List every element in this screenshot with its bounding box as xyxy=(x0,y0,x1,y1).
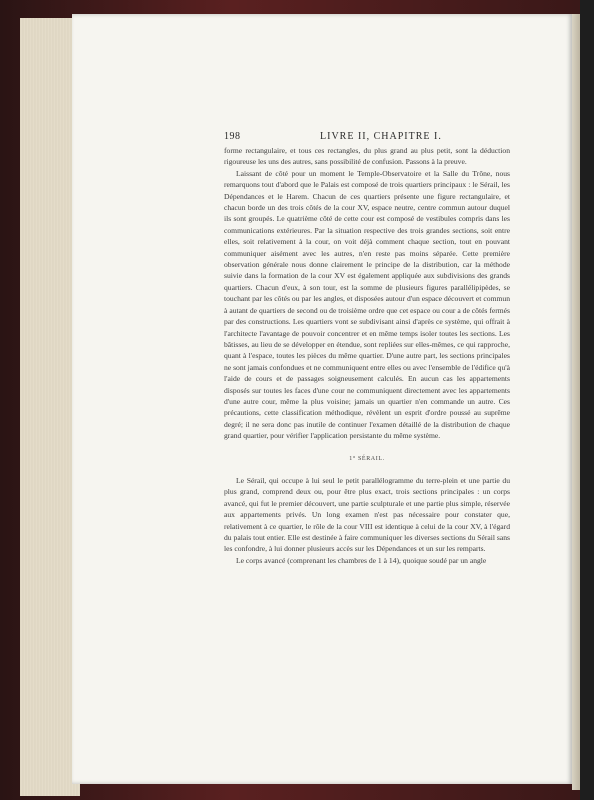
paragraph: Laissant de côté pour un moment le Temple-Observatoire et la Salle du Trône, nous remarquons tout d'abord que le Palais est composé de trois quartiers principaux : le Sérail, les Dépendances et le Harem. Chacun de ces quartiers présente une figure rectangulaire, et chacun borde un des trois côtés de la cour XV, espace neutre, centre commun autour duquel ils sont groupés. Le quatrième côté de cette cour est composé de vestibules compris dans les communications extérieures. Par la situation respective des trois grandes sections, soit entre elles, soit relativement à la cour, on voit déjà comment chaque section, tout en pouvant communiquer aisément avec les autres, n'en reste pas moins séparée. Cette première observation générale nous donne clairement le principe de la distribution, car la méthode suivie dans la formation de la cour XV est également appliquée aux subdivisions des grands quartiers. Chacun d'eux, à son tour, est la somme de plusieurs figures parallélipipèdes, se touchant par les côtés ou par les angles, et disposées autour d'un espace découvert et commun à autant de quartiers de second ou de troisième ordre que cet espace ou cour a de côtés fermés par des constructions. Les quartiers vont se subdivisant ainsi d'après ce système, qui offrait à l'architecte l'avantage de pouvoir concentrer et en même temps isoler toutes les sections. Les bâtisses, au lieu de se développer en étendue, sont repliées sur elles-mêmes, ce qui rapproche, quant à l'espace, toutes les pièces du même quartier. D'une autre part, les sections principales ne sont jamais confondues et ne communiquent entre elles ou avec l'ensemble de l'édifice qu'à l'aide de cours et de passages soigneusement calculés. En aucun cas les appartements disposés sur toutes les faces d'une cour ne communiquent directement avec les appartements d'une autre cour, même la plus voisine; jamais un quartier n'en commande un autre. Ces précautions, cette classification méthodique, révèlent un esprit d'ordre poussé au suprême degré; il ne sera donc pas inutile de continuer l'examen détaillé de la distribution de chaque grand quartier, pour vérifier l'application persistante du même système. xyxy=(224,168,510,441)
running-title: LIVRE II, CHAPITRE I. xyxy=(320,131,442,142)
paragraph: forme rectangulaire, et tous ces rectangles, du plus grand au plus petit, sont la déduction rigoureuse les uns des autres, sans possibilité de confusion. Passons à la preuve. xyxy=(224,146,510,167)
page-right-edge xyxy=(572,14,580,790)
page-number: 198 xyxy=(224,131,241,142)
body-text xyxy=(224,145,510,566)
page-edges xyxy=(20,18,80,796)
section-heading: 1° SÉRAIL. xyxy=(349,455,385,462)
paragraph: Le Sérail, qui occupe à lui seul le petit parallélogramme du terre-plein et une partie du plus grand, comprend deux ou, pour être plus exact, trois sections principales : un corps avancé, qui fut le premier découvert, une partie sculpturale et une partie plus simple, réservée aux appartements privés. Un long examen n'est pas nécessaire pour constater que, relativement à ce quartier, le rôle de la cour VIII est identique à celui de la cour XV, à l'égard du palais tout entier. Elle est destinée à faire communiquer les diverses sections du Sérail sans les confondre, à lui donner plusieurs accès sur les Dépendances et un sur les remparts. xyxy=(224,475,510,554)
paragraph: Le corps avancé (comprenant les chambres de 1 à 14), quoique soudé par un angle xyxy=(236,555,487,565)
